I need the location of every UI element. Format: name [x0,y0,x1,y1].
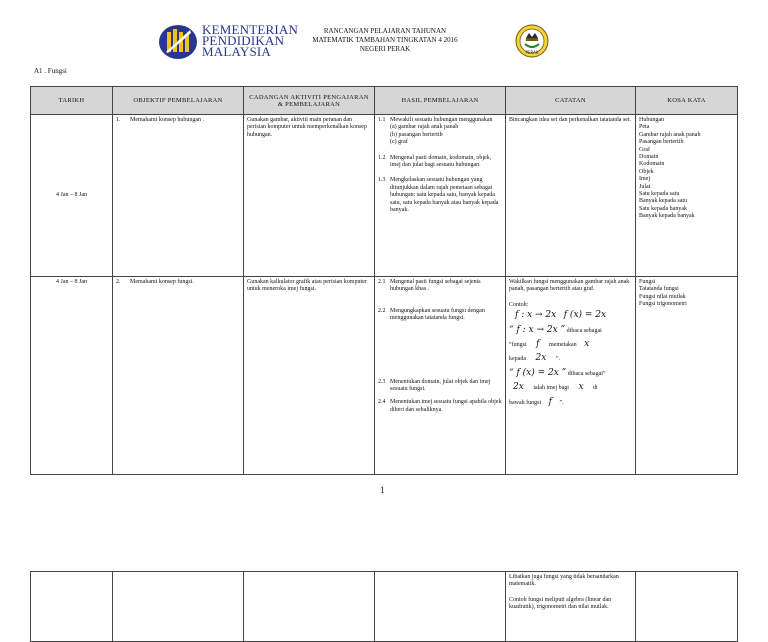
kpm-emblem-icon [158,22,198,62]
continuation-table [30,571,738,642]
row1-objective: 1. Memahami konsep hubungan . [113,115,244,277]
lesson-plan-table [30,86,738,475]
outcome-item: 1.2 Mengenal pasti domain, kodomain, objek, imej dan julat bagi sesuatu hubungan. [378,154,492,169]
row2-objective: 2. Memahami konsep fungsi. [113,277,244,475]
document-title: RANCANGAN PELAJARAN TAHUNAN MATEMATIK TAMBAHAN TINGKATAN 4 2016 NEGERI PERAK [312,27,458,53]
col-tarikh: TARIKH [31,87,113,115]
table-row [31,572,738,642]
row1-outcomes [375,115,506,277]
row1-vocab: Hubungan Peta Gambar rajah anak panah Pasangan bertertib Graf Domain Kodomain Objek Imej Julat Satu kepada satu Banyak kepada satu Satu kepada banyak Banyak kepada banyak [636,115,738,277]
row1-date: 4 Jan – 8 Jan [31,115,113,277]
kpm-logo-text: KEMENTERIAN PENDIDIKAN MALAYSIA [202,22,299,59]
col-objektif: OBJEKTIF PEMBELAJARAN [113,87,244,115]
outcome-item: 2.2 Mengungkapkan sesuatu fungsi dengan menggunakan tatatanda fungsi. [378,307,485,322]
kpm-logo [158,22,299,62]
row2-notes: Wakilkan fungsi menggunakan gambar rajah anak panah, pasangan bertertib atau graf. Contoh: f : x → 2x f (x) = 2x “ f : x → 2x ” dibaca sebagai “fungsi f memetakan x kepada 2x ”. “ f (x) = 2x ” dibaca sebagai” 2x ialah imej bagi x di bawah fungsi f ”. [506,277,636,475]
perak-crest-icon [515,24,549,58]
col-kosa-kata: KOSA KATA [636,87,738,115]
col-hasil: HASIL PEMBELAJARAN [375,87,506,115]
row1-notes: Bincangkan idea set dan perkenalkan tatatanda set. [506,115,636,277]
row1-activity: Gunakan gambar, aktiviti main peranan dan perisian komputer untuk memperkenalkan konsep hubungan. [244,115,375,277]
equation-function: f (x) = 2x [563,310,607,321]
outcome-item: 1.3 Mengkelaskan sesuatu hubungan yang ditunjukkan dalam rajah pemetaan sebagai hubungan: satu kepada satu, banyak kepada satu, satu kepada banyak atau banyak kepada banyak. [378,177,499,214]
outcome-item: 2.1 Mengenal pasti fungsi sebagai sejenis hubungan khas . [378,279,481,293]
outcome-item: 1.1 Mewakili sesuatu hubungan menggunakan (a) gambar rajah anak panah (b) pasangan bertertib (c) graf [378,117,493,146]
outcome-item: 2.4 Menentukan imej sesuatu fungsi apabila objek diberi dan sebaliknya. [378,399,502,413]
page-number: 1 [380,485,385,495]
equation-arrow: f : x → 2x [515,310,557,321]
table-header-row [31,87,738,115]
section-label: A1 . Fungsi [34,67,67,75]
row2-activity: Gunakan kalkulator grafik atau perisian komputer untuk meneroka imej fungsi. [244,277,375,475]
row2-date: 4 Jan – 8 Jan [31,277,113,475]
row3-notes: Libatkan juga fungsi yang tidak bersandarkan matematik. Contoh fungsi meliputi algebra (linear dan kuadratik), trigonometri dan nilai mutlak. [506,572,636,642]
table-row [31,115,738,277]
col-aktiviti: CADANGAN AKTIVITI PENGAJARAN & PEMBELAJARAN [244,87,375,115]
row2-outcomes [375,277,506,475]
table-row [31,277,738,475]
col-catatan: CATATAN [506,87,636,115]
row2-vocab: Fungsi Tatatanda fungsi Fungsi nilai mutlak Fungsi trigonometri [636,277,738,475]
outcome-item: 2.3 Menentukan domain, julat objek dan imej sesuatu fungsi. [378,378,491,393]
svg-text:PERAK: PERAK [525,50,539,55]
